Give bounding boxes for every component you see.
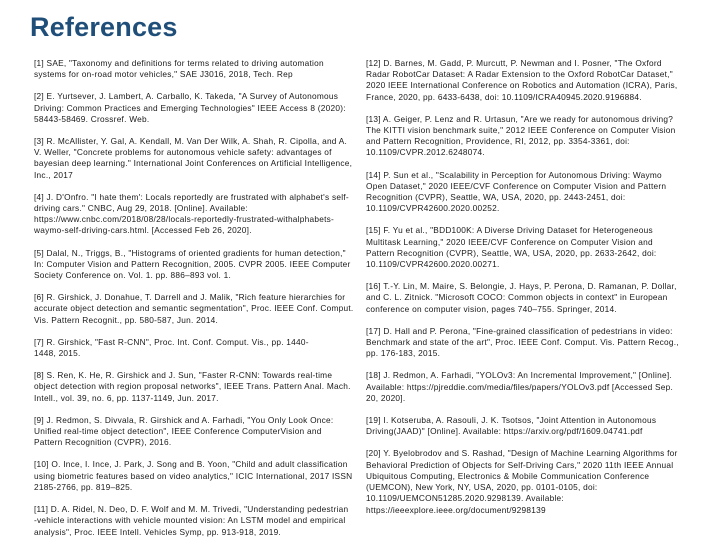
reference-19: [19] I. Kotseruba, A. Rasouli, J. K. Tsotsos, "Joint Attention in Autonomous Driving(JAAD)" [Online]. Available: https://arxiv.org/pdf/1609.04741.pdf (366, 415, 657, 437)
reference-6: [6] R. Girshick, J. Donahue, T. Darrell and J. Malik, "Rich feature hierarchies for accurate object detection and semantic segmentation", Proc. IEEE Conf. Comput. Vis. Pattern Recognit., pp. 580-587, Jun. 2014. (34, 292, 354, 325)
references-left-column (34, 58, 356, 549)
reference-17: [17] D. Hall and P. Perona, "Fine-grained classification of pedestrians in video: Benchmark and state of the art", Proc. IEEE Conf. Comput. Vis. Pattern Recog., pp. 176-183, 2015. (366, 325, 679, 359)
reference-2: [2] E. Yurtsever, J. Lambert, A. Carballo, K. Takeda, "A Survey of Autonomous Driving: Common Practices and Emerging Technologies" IEEE Access 8 (2020): 58443-58469. Crossref. Web. (34, 91, 346, 124)
reference-16: [16] T.-Y. Lin, M. Maire, S. Belongie, J. Hays, P. Perona, D. Ramanan, P. Dollar, and C. L. Zitnick. "Microsoft COCO: Common objects in context" in European conference on computer vision, pages 740–755. Springer, 2014. (366, 281, 677, 314)
reference-13: [13] A. Geiger, P. Lenz and R. Urtasun, "Are we ready for autonomous driving? The KITTI vision benchmark suite," 2012 IEEE Conference on Computer Vision and Pattern Recognition, Providence, RI, 2012, pp. 3354-3361, doi: 10.1109/CVPR.2012.6248074. (366, 113, 676, 158)
references-right-column (366, 58, 696, 527)
reference-4: [4] J. D'Onfro. "I hate them': Locals reportedly are frustrated with alphabet's self- driving cars." CNBC, Aug 29, 2018. [Online]. Available: https://www.cnbc.com/2018/08/28/locals-reportedly-frustrated-withalphabets- waymo-self-driving-cars.html. [Accessed Feb 26, 2020]. (34, 191, 349, 236)
reference-18: [18] J. Redmon, A. Farhadi, "YOLOv3: An Incremental Improvement," [Online]. Available: https://pjreddie.com/media/files/papers/YOLOv3.pdf [Accessed Sep. 20, 2020]. (366, 370, 674, 403)
reference-14: [14] P. Sun et al., "Scalability in Perception for Autonomous Driving: Waymo Open Dataset," 2020 IEEE/CVF Conference on Computer Vision and Pattern Recognition (CVPR), Seattle, WA, USA, 2020, pp. 2443-2451, doi: 10.1109/CVPR42600.2020.00252. (366, 169, 667, 214)
reference-10: [10] O. Ince, I. Ince, J. Park, J. Song and B. Yoon, "Child and adult classification using biometric features based on video analytics," ICIC International, 2017 ISSN 2185-2766, pp. 819–825. (34, 459, 353, 492)
reference-20: [20] Y. Byelobrodov and S. Rashad, "Design of Machine Learning Algorithms for Behavioral Prediction of Objects for Self-Driving Cars," 2020 11th IEEE Annual Ubiquitous Computing, Electronics & Mobile Communication Conference (UEMCON), New York, NY, USA, 2020, pp. 0101-0105, doi: 10.1109/UEMCON51285.2020.9298139. Available: https://ieeexplore.ieee.org/document/9298139 (366, 448, 678, 515)
reference-12: [12] D. Barnes, M. Gadd, P. Murcutt, P. Newman and I. Posner, "The Oxford Radar RobotCar Dataset: A Radar Extension to the Oxford RobotCar Dataset," 2020 IEEE International Conference on Robotics and Automation (ICRA), Paris, France, 2020, pp. 6433-6438, doi: 10.1109/ICRA40945.2020.9196884. (366, 58, 678, 102)
reference-9: [9] J. Redmon, S. Divvala, R. Girshick and A. Farhadi, "You Only Look Once: Unified real-time object detection", IEEE Conference ComputerVision and Pattern Recognition (CVPR), 2016. (34, 414, 334, 448)
reference-15: [15] F. Yu et al., "BDD100K: A Diverse Driving Dataset for Heterogeneous Multitask Learning," 2020 IEEE/CVF Conference on Computer Vision and Pattern Recognition (CVPR), Seattle, WA, USA, 2020, pp. 2633-2642, doi: 10.1109/CVPR42600.2020.00271. (366, 225, 657, 270)
page-title: References (30, 12, 178, 42)
reference-5: [5] Dalal, N., Triggs, B., "Histograms of oriented gradients for human detection," In: Computer Vision and Pattern Recognition, 2005. CVPR 2005. IEEE Computer Society Conference on. Vol. 1. pp. 886–893 vol. 1. (34, 247, 351, 281)
reference-3: [3] R. McAllister, Y. Gal, A. Kendall, M. Van Der Wilk, A. Shah, R. Cipolla, and A. V. Weller, "Concrete problems for autonomous vehicle safety: advantages of bayesian deep learning." International Joint Conferences on Artificial Intelligence, Inc., 2017 (34, 136, 353, 180)
reference-8: [8] S. Ren, K. He, R. Girshick and J. Sun, "Faster R-CNN: Towards real-time object detection with region proposal networks", IEEE Trans. Pattern Anal. Mach. Intell., vol. 39, no. 6, pp. 1137-1149, Jun. 2017. (34, 370, 351, 403)
reference-7: [7] R. Girshick, "Fast R-CNN", Proc. Int. Conf. Comput. Vis., pp. 1440- 1448, 2015. (34, 336, 309, 359)
reference-1: [1] SAE, "Taxonomy and definitions for terms related to driving automation systems for on-road motor vehicles," SAE J3016, 2018, Tech. Rep (34, 58, 324, 80)
reference-11: [11] D. A. Ridel, N. Deo, D. F. Wolf and M. M. Trivedi, "Understanding pedestrian -vehicle interactions with vehicle mounted vision: An LSTM model and empirical analysis", Proc. IEEE Intell. Vehicles Symp, pp. 913-918, 2019. (34, 504, 349, 537)
